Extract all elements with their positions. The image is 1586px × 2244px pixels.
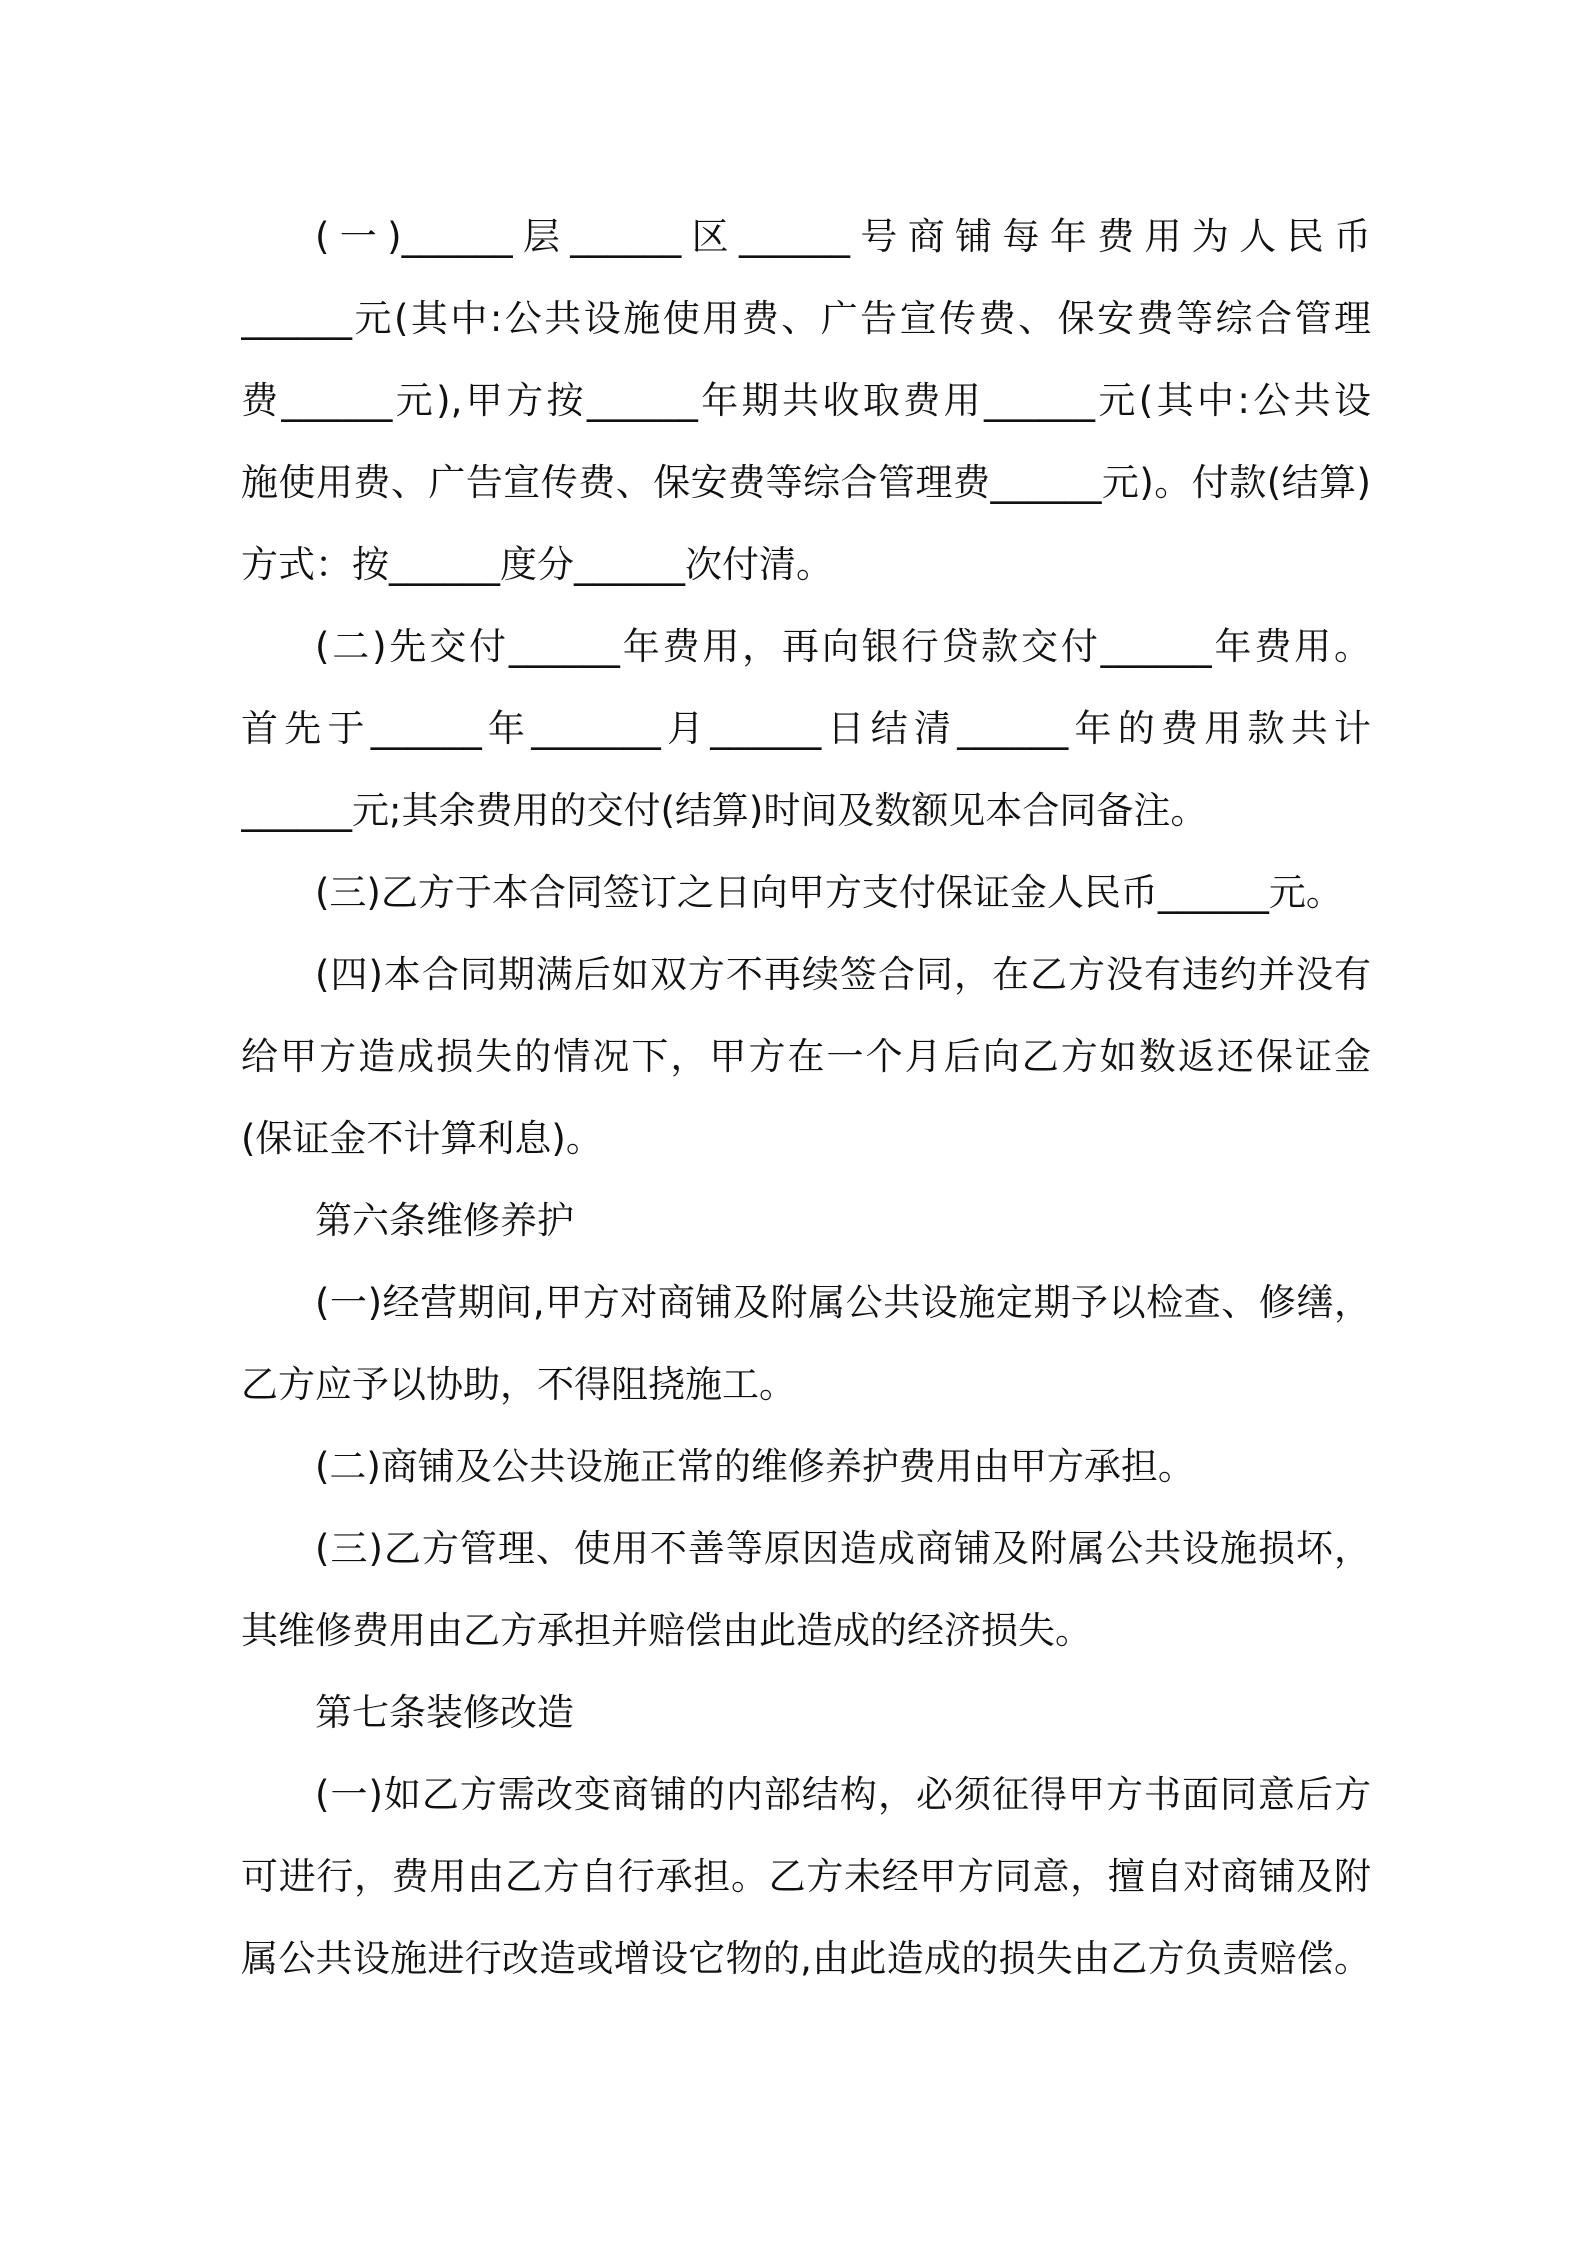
text-line: 其维修费用由乙方承担并赔偿由此造成的经济损失。 bbox=[241, 1609, 1092, 1652]
text-line: (四)本合同期满后如双方不再续签合同，在乙方没有违约并没有 bbox=[315, 953, 1371, 996]
text-line: 施使用费、广告宣传费、保安费等综合管理费______元)。付款(结算) bbox=[241, 461, 1371, 504]
fee-clause-4 bbox=[241, 934, 1371, 1180]
text-line: (一)______层______区______号商铺每年费用为人民币 bbox=[315, 215, 1371, 258]
text-line: ______元;其余费用的交付(结算)时间及数额见本合同备注。 bbox=[241, 789, 1208, 832]
fee-clause-3 bbox=[241, 852, 1371, 934]
text-line: (二)商铺及公共设施正常的维修养护费用由甲方承担。 bbox=[315, 1445, 1195, 1488]
article-7-heading: 第七条装修改造 bbox=[315, 1691, 574, 1734]
text-line: (三)乙方管理、使用不善等原因造成商铺及附属公共设施损坏， bbox=[315, 1527, 1371, 1570]
text-line: 方式：按______度分______次付清。 bbox=[241, 543, 833, 586]
text-line: ______元(其中:公共设施使用费、广告宣传费、保安费等综合管理 bbox=[241, 297, 1371, 340]
maintenance-clause-3 bbox=[241, 1508, 1371, 1672]
maintenance-clause-2 bbox=[241, 1426, 1371, 1508]
text-line: (三)乙方于本合同签订之日向甲方支付保证金人民币______元。 bbox=[315, 871, 1343, 914]
article-6-heading: 第六条维修养护 bbox=[315, 1199, 574, 1242]
text-line: 属公共设施进行改造或增设它物的,由此造成的损失由乙方负责赔偿。 bbox=[241, 1937, 1371, 1980]
fee-clause-1 bbox=[241, 196, 1371, 606]
text-line: 可进行，费用由乙方自行承担。乙方未经甲方同意，擅自对商铺及附 bbox=[241, 1855, 1371, 1898]
text-line: 给甲方造成损失的情况下，甲方在一个月后向乙方如数返还保证金 bbox=[241, 1035, 1371, 1078]
text-line: 乙方应予以协助，不得阻挠施工。 bbox=[241, 1363, 796, 1406]
text-line: 首先于______年_______月______日结清______年的费用款共计 bbox=[241, 707, 1371, 750]
renovation-clause-1 bbox=[241, 1754, 1371, 2000]
text-line: (一)经营期间,甲方对商铺及附属公共设施定期予以检查、修缮， bbox=[315, 1281, 1371, 1324]
maintenance-clause-1 bbox=[241, 1262, 1371, 1426]
fee-clause-2 bbox=[241, 606, 1371, 852]
text-line: 费______元),甲方按______年期共收取费用______元(其中:公共设 bbox=[241, 379, 1371, 422]
text-line: (一)如乙方需改变商铺的内部结构，必须征得甲方书面同意后方 bbox=[315, 1773, 1371, 1816]
text-line: (保证金不计算利息)。 bbox=[241, 1117, 603, 1160]
document-body bbox=[241, 196, 1371, 2000]
text-line: (二)先交付______年费用，再向银行贷款交付______年费用。 bbox=[315, 625, 1371, 668]
